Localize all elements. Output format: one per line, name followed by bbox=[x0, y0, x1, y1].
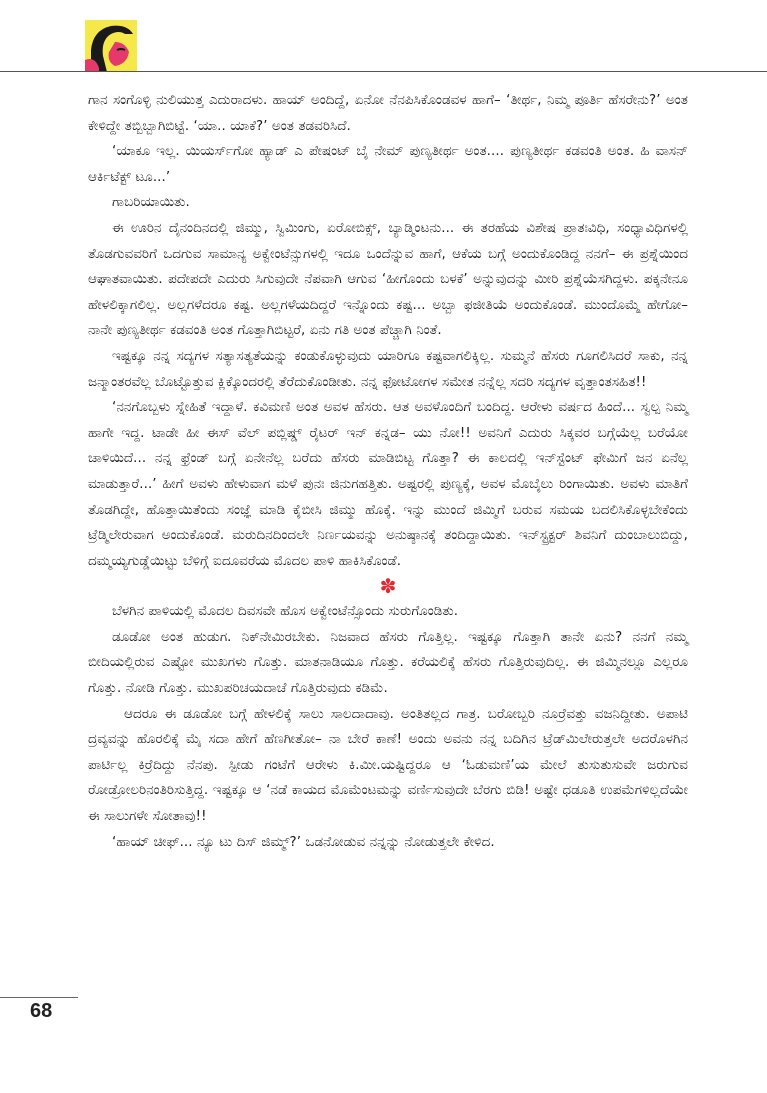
page-number: 68 bbox=[30, 1000, 53, 1022]
magazine-logo-icon bbox=[85, 20, 137, 72]
footer-rule bbox=[0, 997, 78, 998]
paragraph: ಬೆಳಗಿನ ಪಾಳಿಯಲ್ಲಿ ಮೊದಲ ದಿವಸವೇ ಹೊಸ ಅಕ್ವೇಂಟೆನ್ಸೊಂದು ಸುರುಗೊಂಡಿತು. bbox=[112, 604, 459, 620]
paragraph: ಈ ಊರಿನ ದೈನಂದಿನದಲ್ಲಿ ಜಿಮ್ಮು, ಸ್ವಿಮಿಂಗು, ಏರೋಬಿಕ್ಸ್, ಬ್ಯಾಡ್ಮಿಂಟನು... ಈ ತರಹೆಯ ವಿಶೇಷ ಪ್ರಾತಃವಿಧಿ, ಸಂಧ್ಯಾವಿಧಿಗಳಲ್ಲಿ ತೊಡಗುವವರಿಗೆ ಒದಗುವ ಸಾಮಾನ್ಯ ಅಕ್ವೇಂಟೆನ್ಸುಗಳಲ್ಲಿ ಇದೂ ಒಂದೆನ್ನುವ ಹಾಗೆ, ಆಕೆಯ ಬಗ್ಗೆ ಅಂದುಕೊಂಡಿದ್ದ ನನಗೆ– ಈ ಪ್ರಶ್ನೆಯಿಂದ ಆಘಾತವಾಯಿತು. ಪದೇಪದೇ ಎದುರು ಸಿಗುವುದೇ ನೆಪವಾಗಿ ಆಗುವ ‘ಹೀಗೊಂದು ಬಳಕೆ’ ಅನ್ನುವುದನ್ನು ಮೀರಿ ಪ್ರಶ್ನೆಯೆಸಗಿದ್ದಳು. ಪಕ್ಕನೇನೂ ಹೇಳಲಿಕ್ಕಾಗಲಿಲ್ಲ. ಅಲ್ಲಗಳೆದರೂ ಕಷ್ಟ. ಅಲ್ಲಗಳೆಯದಿದ್ದರೆ ಇನ್ನೊಂದು ಕಷ್ಟ... ಅಬ್ಬಾ ಫಜೀತಿಯೆ ಅಂದುಕೊಂಡೆ. ಮುಂದೊಮ್ಮೆ ಹೇಗೋ– ನಾನೇ ಪುಣ್ಯತೀರ್ಥ ಕಡವಂತಿ ಅಂತ ಗೊತ್ತಾಗಿಬಿಟ್ಟರೆ, ಏನು ಗತಿ ಅಂತ ಪೆಚ್ಚಾಗಿ ನಿಂತೆ. bbox=[88, 220, 688, 339]
paragraph: ಡೂಡೋ ಅಂತ ಹುಡುಗ. ನಿಕ್‌ನೇಮಿರಬೇಕು. ನಿಜವಾದ ಹೆಸರು ಗೊತ್ತಿಲ್ಲ. ಇಷ್ಟಕ್ಕೂ ಗೊತ್ತಾಗಿ ತಾನೇ ಏನು? ನನಗೆ ನಮ್ಮ ಬೀದಿಯಲ್ಲಿರುವ ಎಷ್ಟೋ ಮುಖಗಳು ಗೊತ್ತು. ಮಾತನಾಡಿಯೂ ಗೊತ್ತು. ಕರೆಯಲಿಕ್ಕೆ ಹೆಸರು ಗೊತ್ತಿರುವುದಿಲ್ಲ. ಈ ಜಿಮ್ಮಿನಲ್ಲೂ ಎಲ್ಲರೂ ಗೊತ್ತು. ನೋಡಿ ಗೊತ್ತು. ಮುಖಪರಿಚಯದಾಚೆ ಗೊತ್ತಿರುವುದು ಕಡಿಮೆ. bbox=[88, 629, 688, 697]
header-rule bbox=[0, 71, 767, 72]
paragraph: ಗಾಬರಿಯಾಯಿತು. bbox=[112, 195, 190, 211]
article-body bbox=[88, 88, 688, 855]
paragraph: ಇಷ್ಟಕ್ಕೂ ನನ್ನ ಸದ್ಯಗಳ ಸತ್ಯಾಸತ್ಯತೆಯನ್ನು ಕಂಡುಕೊಳ್ಳುವುದು ಯಾರಿಗೂ ಕಷ್ಟವಾಗಲಿಕ್ಕಿಲ್ಲ. ಸುಮ್ಮನೆ ಹೆಸರು ಗೂಗಲಿಸಿದರೆ ಸಾಕು, ನನ್ನ ಜನ್ಮಾಂತರವೆಲ್ಲ ಬೊಟ್ಟೊತ್ತುವ ಕ್ಲಿಕ್ಕೊಂದರಲ್ಲಿ ತೆರೆದುಕೊಂಡೀತು. ನನ್ನ ಫೋಟೋಗಳ ಸಮೇತ ನನ್ನೆಲ್ಲ ಸದರಿ ಸದ್ಯಗಳ ವೃತ್ತಾಂತಸಹಿತ!! bbox=[88, 348, 688, 390]
paragraph: ‘ನನಗೊಬ್ಬಳು ಸ್ನೇಹಿತೆ ಇದ್ದಾಳೆ. ಕವಿಮಣಿ ಅಂತ ಅವಳ ಹೆಸರು. ಆತ ಅವಳೊಂದಿಗೆ ಬಂದಿದ್ದ. ಆರೇಳು ವರ್ಷದ ಹಿಂದೆ... ಸ್ವಲ್ಪ ನಿಮ್ಮ ಹಾಗೇ ಇದ್ದ. ಟಾಡೇ ಹೀ ಈಸ್ ವೆಲ್ ಪಬ್ಲಿಷ್ಡ್ ರೈಟರ್ ಇನ್ ಕನ್ನಡ– ಯು ನೋ!! ಅವನಿಗೆ ಎದುರು ಸಿಕ್ಕವರ ಬಗ್ಗೆಯೆಲ್ಲ ಬರೆಯೋ ಚಾಳಿಯಿದೆ... ನನ್ನ ಫ್ರೆಂಡ್ ಬಗ್ಗೆ ಏನೇನೆಲ್ಲ ಬರೆದು ಹೆಸರು ಮಾಡಿಬಿಟ್ಟ ಗೊತ್ತಾ? ಈ ಕಾಲದಲ್ಲಿ ಇನ್‌ಸ್ಟೆಂಟ್ ಫೇಮಿಗೆ ಜನ ಏನೆಲ್ಲ ಮಾಡುತ್ತಾರೆ...’ ಹೀಗೆ ಅವಳು ಹೇಳುವಾಗ ಮಳೆ ಪುನಃ ಜಿನುಗಹತ್ತಿತು. ಅಷ್ಟರಲ್ಲಿ ಪುಣ್ಯಕ್ಕೆ, ಅವಳ ಮೊಬೈಲು ರಿಂಗಾಯಿತು. ಅವಳು ಮಾತಿಗೆ ತೊಡಗಿದ್ದೇ, ಹೊತ್ತಾಯಿತೆಂದು ಸಂಜ್ಞೆ ಮಾಡಿ ಕೈಬೀಸಿ ಜಿಮ್ಮು ಹೊಕ್ಕೆ. ಇನ್ನು ಮುಂದೆ ಜಿಮ್ಮಿಗೆ ಬರುವ ಸಮಯ ಬದಲಿಸಿಕೊಳ್ಳಬೇಕೆಂದು ಟ್ರೆಡ್ಮಿಲೇರುವಾಗ ಅಂದುಕೊಂಡೆ. ಮರುದಿನದಿಂದಲೇ ನಿರ್ಣಯವನ್ನು ಅನುಷ್ಠಾನಕ್ಕೆ ತಂದಿದ್ದಾಯಿತು. ಇನ್‌ಸ್ಟ್ರಕ್ಟರ್ ಶಿವನಿಗೆ ದುಂಬಾಲುಬಿದ್ದು, ದಮ್ಮಯ್ಯಗುಡ್ಡೆಯಿಟ್ಟು ಬೆಳಿಗ್ಗೆ ಐದೂವರೆಯ ಮೊದಲ ಪಾಳಿ ಹಾಕಿಸಿಕೊಂಡೆ. bbox=[88, 400, 688, 569]
paragraph: ‘ಹಾಯ್ ಚೀಫ್... ನ್ಯೂ ಟು ದಿಸ್ ಜಿಮ್ಮ್?’ ಒಡನೋಡುವ ನನ್ನನ್ನು ನೋಡುತ್ತಲೇ ಕೇಳಿದ. bbox=[112, 834, 495, 850]
section-separator-icon: ✽ bbox=[379, 574, 397, 599]
paragraph: ‘ಯಾಕೂ ಇಲ್ಲ. ಯಿಯರ್ಸ್‌ಗೋ ಹ್ಯಾಡ್ ಎ ಪೇಷಂಟ್ ಬೈ ನೇಮ್ ಪುಣ್ಯತೀರ್ಥ ಅಂತ.... ಪುಣ್ಯತೀರ್ಥ ಕಡವಂತಿ ಅಂತ. ಹಿ ವಾಸನ್ ಆರ್ಕಿಟೆಕ್ಟ್ ಟೂ...’ bbox=[88, 144, 688, 185]
paragraph: ಆದರೂ ಈ ಡೂಡೋ ಬಗ್ಗೆ ಹೇಳಲಿಕ್ಕೆ ಸಾಲು ಸಾಲದಾದಾವು. ಅಂತಿತಲ್ಲದ ಗಾತ್ರ. ಬರೋಬ್ಬರಿ ನೂರ್ರೆವತ್ತು ವಜನಿದ್ದೀತು. ಅಪಾಟಿ ದ್ರವ್ಯವನ್ನು ಹೊರಲಿಕ್ಕೆ ಮೈ ಸದಾ ಹೇಗೆ ಹೆಣಗೀತೋ– ನಾ ಬೇರೆ ಕಾಣೆ! ಅಂದು ಅವನು ನನ್ನ ಬದಿಗಿನ ಟ್ರೆಡ್‌ಮಿಲೇರುತ್ತಲೇ ಅದರೊಳಗಿನ ಪಾರ್ಟಿಲ್ಲ ಕಿರ್ರೆದಿದ್ದು ನೆನಪು. ಸ್ಪೀಡು ಗಂಟೆಗೆ ಆರೇಳು ಕಿ.ಮೀ.ಯಷ್ಟಿದ್ದರೂ ಆ ‘ಓಡುಮಣಿ’ಯ ಮೇಲೆ ತುಸುತುಸುವೇ ಜರುಗುವ ರೋಡ್ರೋಲರಿನಂತಿರಿಸುತ್ತಿದ್ದ. ಇಷ್ಟಕ್ಕೂ ಆ ‘ನಡೆ ಕಾಯದ ಮೊಮೆಂಟಮನ್ನು ವರ್ಣಿಸುವುದೇ ಬೆರಗು ಬಿಡಿ! ಅಷ್ಟೇ ಧಡೂತಿ ಉಪಮೆಗಳಿಲ್ಲದೆಯೇ ಈ ಸಾಲುಗಳೇ ಸೋತಾವು!! bbox=[88, 706, 688, 825]
paragraph: ಗಾನ ಸಂಗೊಳ್ಳಿ ನುಲಿಯುತ್ತ ಎದುರಾದಳು. ಹಾಯ್ ಅಂದಿದ್ದೆ, ಏನೋ ನೆನಪಿಸಿಕೊಂಡವಳ ಹಾಗೆ– ‘ತೀರ್ಥ, ನಿಮ್ಮ ಪೂರ್ತಿ ಹೆಸರೇನು?’ ಅಂತ ಕೇಳಿದ್ದೇ ತಬ್ಬಿಬ್ಬಾಗಿಬಿಟ್ಟೆ. ‘ಯಾ.. ಯಾಕೆ?’ ಅಂತ ತಡವರಿಸಿದೆ. bbox=[88, 93, 688, 134]
